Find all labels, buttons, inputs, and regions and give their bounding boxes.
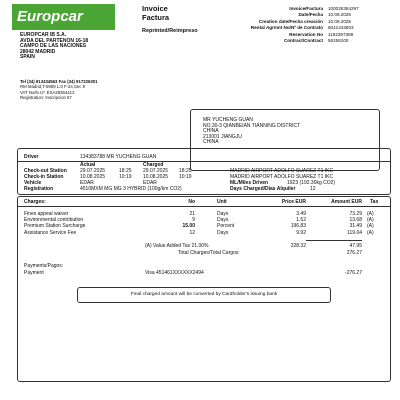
header-value: 56258100	[328, 38, 349, 43]
contact-line: Tel (34) 913434563 Fax (34) 917226301	[20, 79, 98, 84]
row-label: Registration	[24, 186, 54, 192]
header-value: 10.08.2025	[328, 18, 351, 24]
total-value: 276.27	[346, 250, 362, 256]
charge-tax: (A)	[367, 217, 374, 224]
conversion-note: Final charged amount will be converted by Cardholder's issuing bank	[77, 287, 331, 303]
charged-time: 10:19	[179, 174, 192, 180]
address-line: CHINA	[203, 139, 219, 145]
header-amount: Amount EUR	[331, 199, 362, 205]
company-line: AVDA DEL PARTENON 16-18	[20, 37, 89, 44]
address-line: MR YUCHENG GUAN	[203, 117, 253, 123]
actual-time: 18:25	[119, 168, 132, 174]
header-label: Contract/Contract	[283, 38, 323, 43]
header-value: 6041443803	[328, 25, 354, 31]
charge-amount: 119.04	[347, 229, 362, 236]
registration-value: 4510MXM MG MG 3 HYBRID (100g/km CO2)	[80, 186, 182, 192]
charge-amount: 73.29	[349, 211, 362, 217]
actual-time: 10:19	[119, 174, 132, 180]
charge-no: 21	[189, 211, 195, 217]
actual-date: 10.08.2025	[80, 174, 106, 180]
charged-date: 10.08.2025	[143, 174, 169, 180]
payment-amount: -276.27	[345, 270, 362, 276]
header-label: Invoice/Factura	[289, 6, 323, 11]
header-value: 1192397388	[328, 31, 354, 37]
divider	[306, 240, 362, 241]
address-line: CHINA	[203, 128, 219, 134]
header-label: Date/Fecha	[298, 12, 323, 18]
actual-date: 29.07.2025	[80, 168, 106, 174]
days-label: Days Charged/Dias Alquiler	[230, 186, 296, 192]
charge-unit: Days	[217, 229, 229, 236]
charge-tax: (A)	[367, 229, 374, 236]
divider	[17, 206, 390, 207]
header-label: Reservation No	[289, 31, 323, 37]
contact-line: VAT No/N.I.F. ESA28364412	[20, 89, 75, 95]
charge-item: Premium Station Surcharge	[24, 223, 86, 230]
driver-value: 134383788 MR YUCHENG GUAN	[80, 154, 157, 160]
charge-no: 9	[192, 217, 195, 224]
address-line: 213001 JIANGJU	[203, 133, 242, 140]
header-unit: Unit	[217, 199, 227, 205]
header-no: No	[188, 199, 195, 205]
station: MADRID AIRPORT ADOLFO SUAREZ T1 IKC	[230, 168, 334, 174]
charge-no: 15.00	[182, 223, 195, 230]
header-tax: Tax	[370, 199, 379, 205]
header-value: 100026384297	[328, 6, 359, 11]
vat-label: (A) Value Added Tax 21.00%	[145, 243, 209, 249]
company-line: 28042 MADRID	[20, 48, 56, 55]
charge-unit: Days	[217, 211, 229, 217]
row-label: Check-in Station	[24, 174, 64, 180]
charge-price: 3.49	[296, 211, 306, 217]
charge-item: Assistance Service Fee	[24, 229, 77, 236]
header-label: Creation date/Fecha creación	[258, 18, 323, 24]
payments-label: Payments/Pagos:	[24, 263, 64, 269]
charge-tax: (A)	[367, 211, 374, 217]
row-label: Check-out Station	[24, 168, 67, 174]
payment-method: Visa 451461XXXXXX2494	[145, 270, 204, 276]
header-label: Rental Agrmnt No/Nº de Contrato	[250, 25, 323, 31]
charged-date: 29.07.2025	[143, 168, 169, 174]
header-item: Charges:	[24, 199, 46, 205]
driver-label: Driver	[24, 154, 39, 160]
vat-base: 228.32	[290, 243, 306, 249]
header-value: 10.08.2025	[328, 12, 351, 18]
heading-charged: Charged	[143, 162, 164, 168]
charge-price: 1.52	[296, 217, 306, 224]
charged-vehicle: EDAR	[143, 180, 157, 186]
charged-time: 18:25	[179, 168, 192, 174]
actual-vehicle: EDAR	[80, 180, 94, 186]
rental-details-box	[17, 148, 391, 195]
charge-amount: 31.49	[349, 223, 362, 230]
doc-title-factura: Factura	[142, 13, 170, 22]
doc-reprinted: Reprinted/Reimpreso	[142, 28, 198, 34]
charge-unit: Days	[217, 217, 229, 224]
miles-value: 1923 (192.30kg CO2)	[287, 180, 336, 186]
address-line: NO.30-3 QIANBEIAN TIANNING DISTRICT	[203, 122, 301, 129]
contact-line: Registration: Inscripcion 57	[20, 94, 72, 100]
charge-item: Fines appeal waiver	[24, 211, 69, 217]
europcar-logo: Europcar	[12, 4, 115, 30]
miles-label: ML/Miles Driven	[230, 180, 269, 186]
total-label: Total Charges/Total Cargos:	[178, 250, 240, 256]
charge-no: 12	[189, 229, 195, 236]
charge-amount: 13.68	[349, 217, 362, 224]
charge-price: 9.92	[296, 229, 306, 236]
charge-price: 196.83	[290, 223, 306, 230]
payment-item: Payment	[24, 270, 44, 276]
divider	[17, 161, 390, 162]
heading-actual: Actual	[80, 162, 96, 168]
company-line: CAMPO DE LAS NACIONES	[20, 43, 87, 50]
company-line: EUROPCAR IB S.A.	[20, 32, 67, 38]
vat-amount: 47.95	[349, 243, 362, 249]
header-price: Price EUR	[281, 199, 306, 205]
charge-unit: Percent	[217, 223, 235, 230]
doc-title-invoice: Invoice	[142, 4, 168, 13]
company-line: SPAIN	[20, 54, 35, 61]
charge-tax: (A)	[367, 223, 374, 230]
charge-item: Environmental contribution	[24, 217, 84, 224]
station: MADRID AIRPORT ADOLFO SUAREZ T1 IKC	[230, 174, 334, 180]
contact-line: RM Madrid,T-5999 L.0 F-24,Sec 8	[20, 84, 85, 90]
days-value: 12	[310, 186, 316, 192]
row-label: Vehicle	[24, 180, 42, 186]
